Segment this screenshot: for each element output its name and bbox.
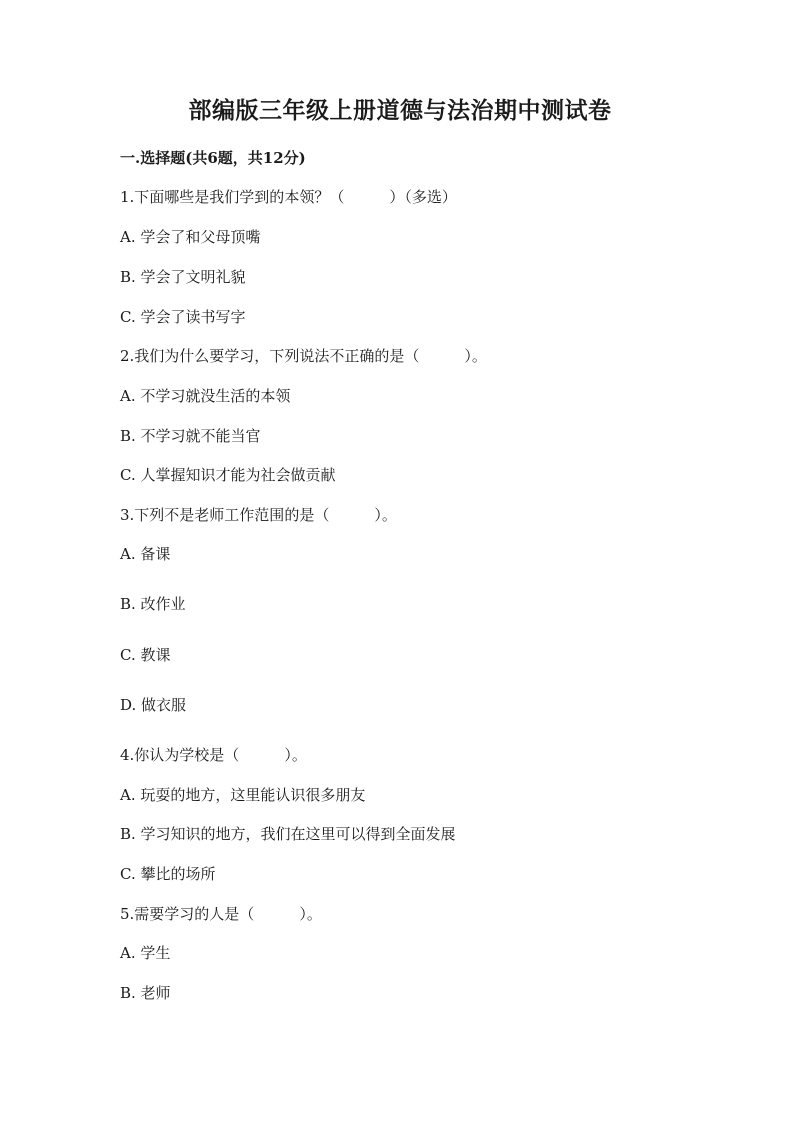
question-option: C. 学会了读书写字 — [120, 308, 246, 326]
question-option: B. 老师 — [120, 984, 171, 1002]
question-option: B. 学会了文明礼貌 — [120, 268, 246, 286]
question-option: C. 人掌握知识才能为社会做贡献 — [120, 466, 336, 484]
question-stem: 4.你认为学校是（ ）。 — [120, 746, 307, 764]
question-option: A. 玩耍的地方，这里能认识很多朋友 — [120, 786, 366, 804]
question-option: D. 做衣服 — [120, 696, 187, 714]
question-stem: 5.需要学习的人是（ ）。 — [120, 905, 322, 923]
question-option: C. 教课 — [120, 646, 171, 664]
question-option: A. 学生 — [120, 944, 171, 962]
question-option: A. 不学习就没生活的本领 — [120, 387, 291, 405]
page-title: 部编版三年级上册道德与法治期中测试卷 — [188, 97, 612, 124]
question-option: A. 备课 — [120, 545, 171, 563]
question-option: B. 改作业 — [120, 595, 186, 613]
question-stem: 2.我们为什么要学习，下列说法不正确的是（ ）。 — [120, 347, 487, 365]
question-option: B. 学习知识的地方，我们在这里可以得到全面发展 — [120, 825, 456, 843]
section-heading: 一.选择题(共6题，共12分) — [120, 149, 306, 167]
question-option: A. 学会了和父母顶嘴 — [120, 228, 261, 246]
question-stem: 3.下列不是老师工作范围的是（ ）。 — [120, 506, 397, 524]
question-option: B. 不学习就不能当官 — [120, 427, 261, 445]
question-option: C. 攀比的场所 — [120, 865, 216, 883]
question-stem: 1.下面哪些是我们学到的本领？（ ）（多选） — [120, 188, 457, 206]
